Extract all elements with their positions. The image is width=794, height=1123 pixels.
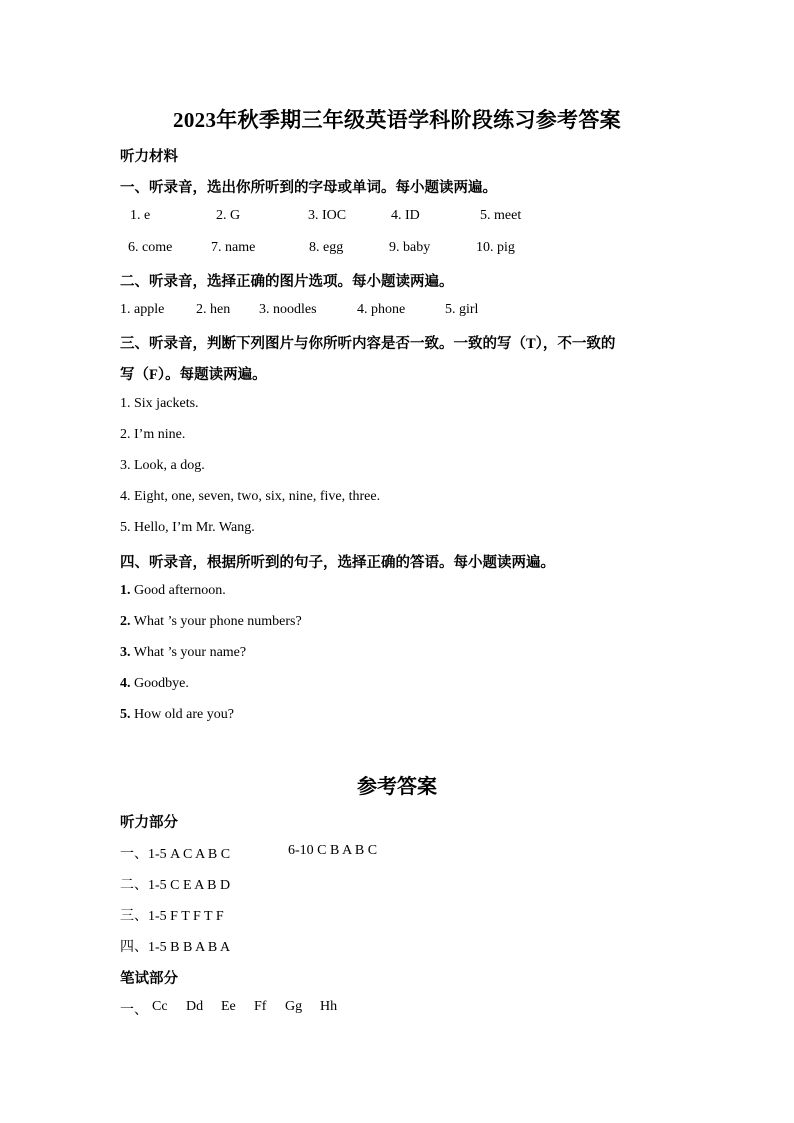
s4-item-2-number: 2. (120, 614, 131, 629)
s1-item-9: 9. baby (389, 240, 431, 255)
listening-material-heading: 听力材料 (120, 149, 178, 165)
section3-heading-line1: 三、听录音，判断下列图片与你所听内容是否一致。一致的写（T），不一致的 (120, 336, 616, 352)
written-part-heading: 笔试部分 (120, 971, 178, 987)
answer-1-right: 6-10 C B A B C (288, 843, 378, 858)
s4-item-3-text: What ’s your name? (130, 645, 247, 660)
s3-item-4: 4. Eight, one, seven, two, six, nine, five, three. (120, 489, 381, 504)
s2-item-2: 2. hen (196, 302, 231, 317)
s3-item-1: 1. Six jackets. (120, 396, 199, 411)
written-answer-1-item: Dd (186, 999, 204, 1014)
s4-item-3 (120, 645, 246, 661)
s1-item-6: 6. come (128, 240, 173, 255)
s4-item-5 (120, 707, 234, 723)
section1-heading: 一、听录音，选出你所听到的字母或单词。每小题读两遍。 (120, 180, 497, 196)
section2-heading: 二、听录音，选择正确的图片选项。每小题读两遍。 (120, 274, 454, 290)
s2-item-3: 3. noodles (259, 302, 317, 317)
s1-item-7: 7. name (211, 240, 256, 255)
s2-item-1: 1. apple (120, 302, 165, 317)
written-answer-1-item: Hh (320, 999, 338, 1014)
section4-heading: 四、听录音，根据所听到的句子，选择正确的答语。每小题读两遍。 (120, 555, 555, 571)
written-answer-1-item: Cc (152, 999, 168, 1014)
written-answer-1-item: Gg (285, 999, 303, 1014)
s1-item-3: 3. IOC (308, 208, 347, 223)
written-answer-1-prefix: 一、 (120, 1003, 148, 1018)
answers-heading: 参考答案 (357, 776, 437, 798)
s4-item-1-text: Good afternoon. (130, 583, 226, 598)
s4-item-1 (120, 583, 226, 599)
s3-item-3: 3. Look, a dog. (120, 458, 205, 473)
s2-item-5: 5. girl (445, 302, 479, 317)
s4-item-2-text: What ’s your phone numbers? (130, 614, 302, 629)
s4-item-4-number: 4. (120, 676, 131, 691)
answer-1-left: 一、1-5 A C A B C (120, 847, 231, 862)
s4-item-2 (120, 614, 302, 630)
written-answer-1-item: Ff (254, 999, 267, 1014)
answer-4: 四、1-5 B B A B A (120, 940, 231, 955)
listening-part-heading: 听力部分 (120, 815, 178, 831)
s1-item-1: 1. e (130, 208, 151, 223)
s4-item-4 (120, 676, 189, 692)
page-title: 2023年秋季期三年级英语学科阶段练习参考答案 (173, 108, 621, 132)
s3-item-5: 5. Hello, I’m Mr. Wang. (120, 520, 255, 535)
answer-3: 三、1-5 F T F T F (120, 909, 224, 924)
section3-heading-line2: 写（F）。每题读两遍。 (120, 367, 267, 383)
s1-item-2: 2. G (216, 208, 241, 223)
s4-item-5-number: 5. (120, 707, 131, 722)
written-answer-1-item: Ee (221, 999, 236, 1014)
answer-2: 二、1-5 C E A B D (120, 878, 231, 893)
s3-item-2: 2. I’m nine. (120, 427, 186, 442)
s1-item-5: 5. meet (480, 208, 522, 223)
s1-item-8: 8. egg (309, 240, 344, 255)
s4-item-4-text: Goodbye. (130, 676, 189, 691)
s4-item-5-text: How old are you? (130, 707, 234, 722)
s1-item-10: 10. pig (476, 240, 515, 255)
s2-item-4: 4. phone (357, 302, 406, 317)
s4-item-3-number: 3. (120, 645, 131, 660)
s4-item-1-number: 1. (120, 583, 131, 598)
s1-item-4: 4. ID (391, 208, 420, 223)
